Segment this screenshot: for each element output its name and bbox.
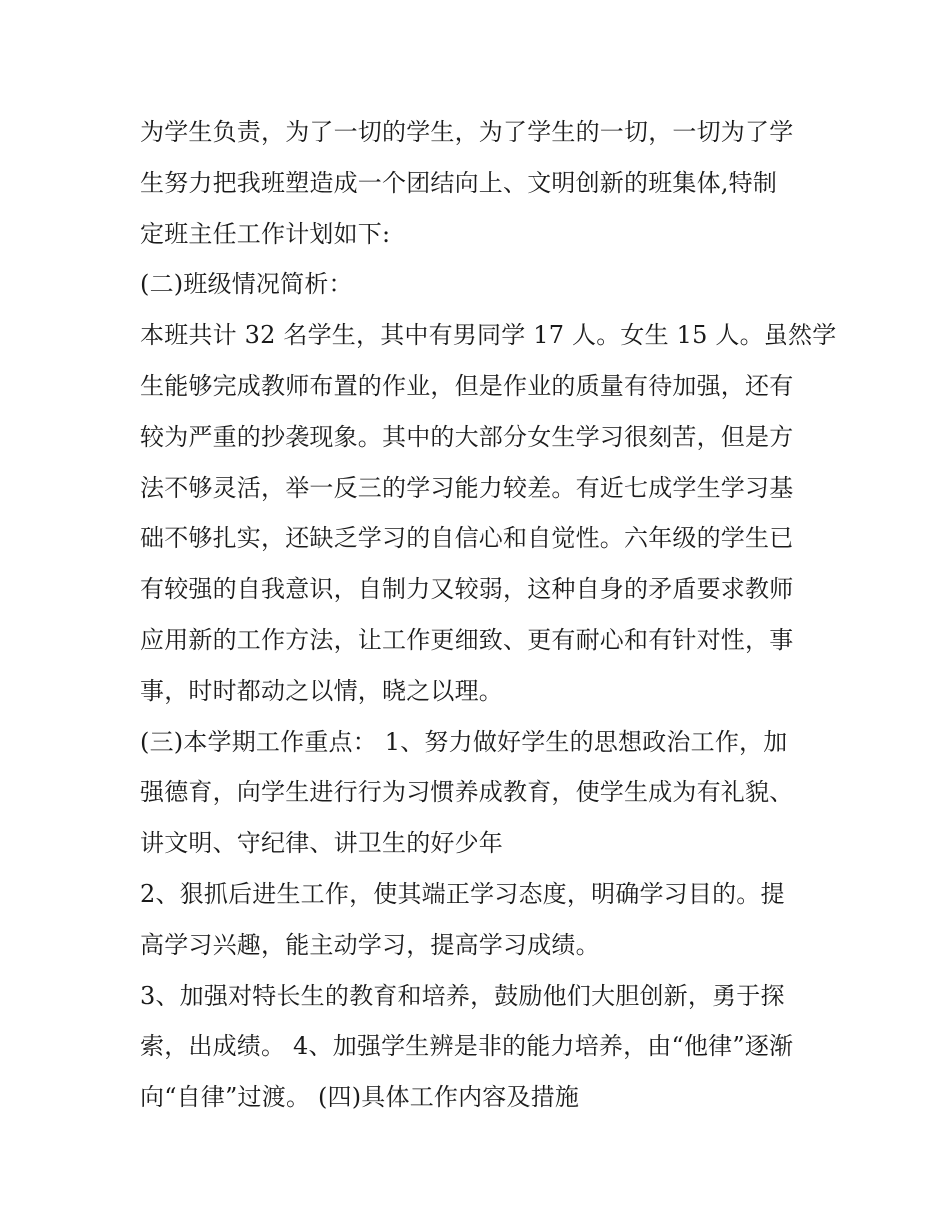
text-line: 有较强的自我意识，自制力又较弱，这种自身的矛盾要求教师 <box>140 575 794 604</box>
text-line: 高学习兴趣，能主动学习，提高学习成绩。 <box>140 930 600 959</box>
list-item: 2、狠抓后进生工作，使其端正学习态度，明确学习目的。提 <box>140 879 785 908</box>
text-line: 强德育，向学生进行行为习惯养成教育，使学生成为有礼貌、 <box>140 778 794 807</box>
text-line: 本班共计 32 名学生，其中有男同学 17 人。女生 15 人。虽然学 <box>140 321 837 350</box>
text-line: 生努力把我班塑造成一个团结向上、文明创新的班集体,特制 <box>140 168 778 197</box>
text-line: 为学生负责，为了一切的学生，为了学生的一切，一切为了学 <box>140 118 794 146</box>
text-line: 较为严重的抄袭现象。其中的大部分女生学习很刻苦，但是方 <box>140 422 794 451</box>
text-line: 讲文明、守纪律、讲卫生的好少年 <box>140 829 503 858</box>
text-line: 础不够扎实，还缺乏学习的自信心和自觉性。六年级的学生已 <box>140 524 794 553</box>
section-heading: (二)班级情况简析： <box>140 270 353 299</box>
text-line: 法不够灵活，举一反三的学习能力较差。有近七成学生学习基 <box>140 473 794 502</box>
section-heading: (三)本学期工作重点： 1、努力做好学生的思想政治工作，加 <box>140 727 788 756</box>
document-body <box>140 107 837 1123</box>
text-line: 定班主任工作计划如下: <box>140 219 391 248</box>
text-line: 生能够完成教师布置的作业，但是作业的质量有待加强，还有 <box>140 371 794 400</box>
text-line: 索，出成绩。 4、加强学生辨是非的能力培养，由“他律”逐渐 <box>140 1032 794 1061</box>
text-line: 向“自律”过渡。 (四)具体工作内容及措施 <box>140 1083 580 1112</box>
list-item: 3、加强对特长生的教育和培养，鼓励他们大胆创新，勇于探 <box>140 981 785 1010</box>
text-line: 事，时时都动之以情，晓之以理。 <box>140 676 503 705</box>
text-line: 应用新的工作方法，让工作更细致、更有耐心和有针对性，事 <box>140 625 794 654</box>
